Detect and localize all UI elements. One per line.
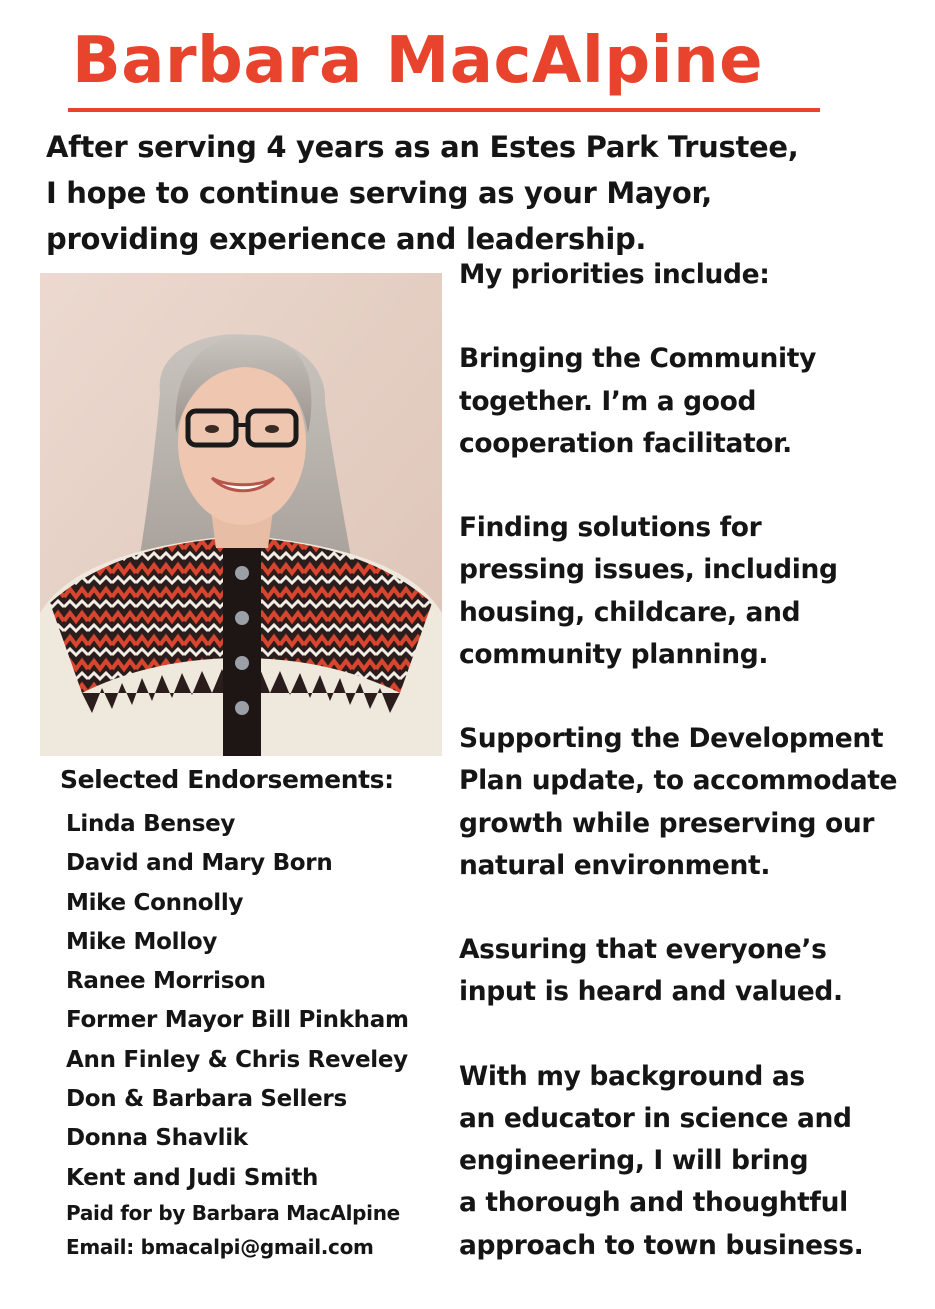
priority-line: growth while preserving our bbox=[459, 807, 875, 839]
endorser-name: Mike Connolly bbox=[66, 889, 244, 916]
priority-item bbox=[459, 929, 929, 1013]
endorsements-heading: Selected Endorsements: bbox=[60, 765, 394, 794]
endorser-name: Former Mayor Bill Pinkham bbox=[66, 1007, 409, 1034]
endorser-name: Don & Barbara Sellers bbox=[66, 1086, 347, 1113]
priority-line: With my background as bbox=[459, 1060, 805, 1092]
priority-line: Supporting the Development bbox=[459, 723, 884, 755]
priority-line: cooperation facilitator. bbox=[459, 427, 792, 459]
priority-line: an educator in science and bbox=[459, 1102, 852, 1134]
intro-line: providing experience and leadership. bbox=[46, 222, 647, 256]
priority-item bbox=[459, 718, 929, 887]
priority-line: community planning. bbox=[459, 638, 769, 670]
priority-line: Assuring that everyone’s bbox=[459, 934, 827, 966]
priority-line: together. I’m a good bbox=[459, 385, 757, 417]
email-text: Email: bmacalpi@gmail.com bbox=[66, 1235, 374, 1259]
priority-line: housing, childcare, and bbox=[459, 596, 801, 628]
priority-line: Plan update, to accommodate bbox=[459, 765, 898, 797]
priority-line: engineering, I will bring bbox=[459, 1145, 809, 1177]
intro-line: After serving 4 years as an Estes Park Trustee, bbox=[46, 130, 799, 164]
priority-line: pressing issues, including bbox=[459, 554, 838, 586]
priority-item bbox=[459, 338, 929, 465]
priority-line: Finding solutions for bbox=[459, 512, 762, 544]
priorities-heading: My priorities include: bbox=[459, 259, 770, 290]
priority-line: Bringing the Community bbox=[459, 343, 816, 375]
endorser-name: Linda Bensey bbox=[66, 811, 236, 837]
endorser-name: Ann Finley & Chris Reveley bbox=[66, 1046, 408, 1073]
endorser-name: Kent and Judi Smith bbox=[66, 1164, 319, 1191]
intro-statement bbox=[46, 124, 799, 262]
endorser-name: Ranee Morrison bbox=[66, 968, 266, 995]
priority-line: a thorough and thoughtful bbox=[459, 1187, 848, 1219]
priority-item bbox=[459, 507, 929, 676]
endorser-name: Mike Molloy bbox=[66, 928, 218, 955]
priority-line: approach to town business. bbox=[459, 1229, 864, 1261]
priority-line: natural environment. bbox=[459, 849, 771, 881]
endorsements-list bbox=[66, 805, 409, 1198]
candidate-name-title: Barbara MacAlpine bbox=[72, 24, 764, 98]
paid-for-footer bbox=[66, 1196, 400, 1264]
endorser-name: Donna Shavlik bbox=[66, 1125, 248, 1152]
priority-line: input is heard and valued. bbox=[459, 976, 843, 1008]
candidate-portrait-icon bbox=[40, 273, 442, 756]
endorser-name: David and Mary Born bbox=[66, 850, 333, 877]
intro-line: I hope to continue serving as your Mayor, bbox=[46, 176, 712, 210]
paid-for-text: Paid for by Barbara MacAlpine bbox=[66, 1201, 400, 1225]
priorities-column bbox=[459, 254, 929, 1267]
priority-item bbox=[459, 1056, 929, 1267]
title-underline bbox=[68, 108, 820, 112]
